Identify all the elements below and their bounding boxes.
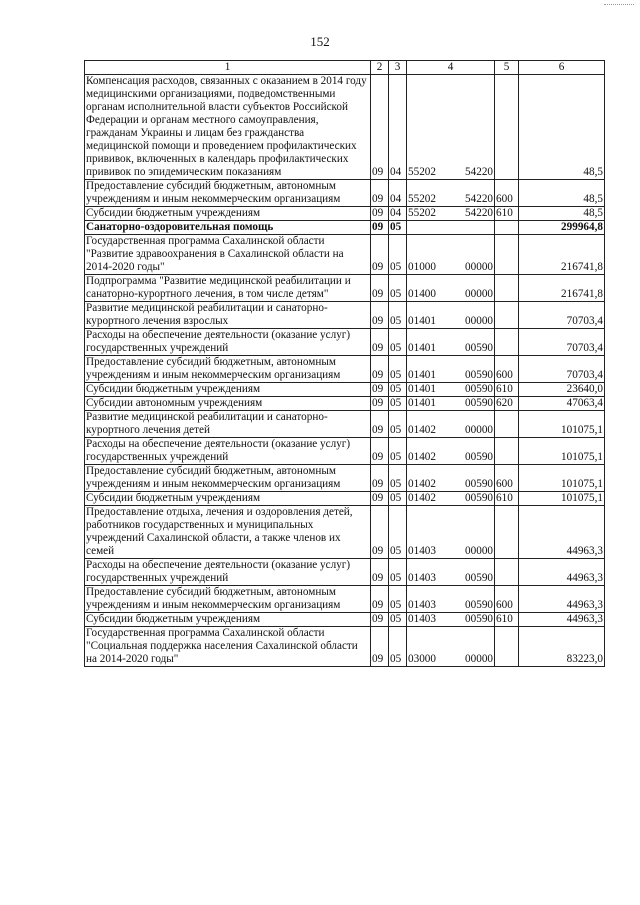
target-article-program: 01402 (408, 492, 436, 504)
target-article-code (407, 180, 495, 207)
budget-table (84, 60, 605, 667)
table-row (85, 302, 605, 329)
target-article-code (407, 411, 495, 438)
expense-type-code (495, 627, 519, 667)
target-article-direction: 00000 (465, 288, 493, 300)
expense-type-code: 600 (495, 465, 519, 492)
subsection-code: 05 (389, 383, 407, 397)
table-row (85, 180, 605, 207)
table-row (85, 627, 605, 667)
subsection-code: 05 (389, 492, 407, 506)
target-article-program: 01403 (408, 613, 436, 625)
target-article-direction: 00590 (465, 369, 493, 381)
expense-type-code: 610 (495, 492, 519, 506)
table-row (85, 506, 605, 559)
subsection-code: 05 (389, 356, 407, 383)
target-article-program: 01401 (408, 315, 436, 327)
section-code: 09 (371, 235, 389, 275)
header-cell: 3 (389, 61, 407, 75)
target-article-code (407, 221, 495, 235)
row-name: Предоставление субсидий бюджетным, автономным учреждениям и иным некоммерческим организациям (85, 356, 371, 383)
table-row (85, 329, 605, 356)
section-code: 09 (371, 465, 389, 492)
target-article-direction: 00590 (465, 478, 493, 490)
table-row (85, 465, 605, 492)
table-row (85, 221, 605, 235)
subsection-code: 05 (389, 438, 407, 465)
target-article-program: 01000 (408, 261, 436, 273)
target-article-code (407, 627, 495, 667)
amount: 44963,3 (519, 559, 605, 586)
table-row (85, 75, 605, 180)
target-article-program: 01400 (408, 288, 436, 300)
row-name: Расходы на обеспечение деятельности (оказание услуг) государственных учреждений (85, 438, 371, 465)
target-article-direction: 00590 (465, 613, 493, 625)
amount: 48,5 (519, 207, 605, 221)
expense-type-code: 600 (495, 356, 519, 383)
amount: 299964,8 (519, 221, 605, 235)
target-article-program: 01402 (408, 478, 436, 490)
row-name: Предоставление субсидий бюджетным, автономным учреждениям и иным некоммерческим организациям (85, 586, 371, 613)
expense-type-code (495, 302, 519, 329)
amount: 44963,3 (519, 506, 605, 559)
expense-type-code: 610 (495, 613, 519, 627)
expense-type-code (495, 559, 519, 586)
target-article-code (407, 235, 495, 275)
target-article-program: 55202 (408, 193, 436, 205)
target-article-direction: 00590 (465, 572, 493, 584)
amount: 70703,4 (519, 329, 605, 356)
section-code: 09 (371, 586, 389, 613)
row-name: Развитие медицинской реабилитации и санаторно-курортного лечения взрослых (85, 302, 371, 329)
target-article-code (407, 613, 495, 627)
section-code: 09 (371, 356, 389, 383)
target-article-program: 01401 (408, 383, 436, 395)
amount: 70703,4 (519, 356, 605, 383)
row-name: Компенсация расходов, связанных с оказанием в 2014 году медицинскими организациями, подведомственными органам исполнительной власти субъектов Российской Федерации и органам местного самоуправления, гражданам Украины и лицам без гражданства медицинской помощи и проведением профилактических прививок, включенных в календарь профилактических прививок по эпидемическим показаниям (85, 75, 371, 180)
header-cell: 4 (407, 61, 495, 75)
expense-type-code (495, 411, 519, 438)
target-article-program: 55202 (408, 207, 436, 219)
table-row (85, 411, 605, 438)
amount: 48,5 (519, 180, 605, 207)
expense-type-code: 610 (495, 383, 519, 397)
target-article-code (407, 586, 495, 613)
section-code: 09 (371, 492, 389, 506)
target-article-direction: 00000 (465, 424, 493, 436)
amount: 44963,3 (519, 613, 605, 627)
target-article-code (407, 506, 495, 559)
expense-type-code: 610 (495, 207, 519, 221)
target-article-direction: 00590 (465, 492, 493, 504)
target-article-direction: 00000 (465, 545, 493, 557)
amount: 48,5 (519, 75, 605, 180)
header-cell: 1 (85, 61, 371, 75)
row-name: Санаторно-оздоровительная помощь (85, 221, 371, 235)
amount: 101075,1 (519, 438, 605, 465)
target-article-code (407, 438, 495, 465)
expense-type-code: 620 (495, 397, 519, 411)
row-name: Предоставление отдыха, лечения и оздоровления детей, работников государственных и муниципальных учреждений Сахалинской области, а также членов их семей (85, 506, 371, 559)
target-article-program: 03000 (408, 653, 436, 665)
section-code: 09 (371, 383, 389, 397)
expense-type-code (495, 438, 519, 465)
row-name: Государственная программа Сахалинской области "Социальная поддержка населения Сахалинской области на 2014-2020 годы" (85, 627, 371, 667)
section-code: 09 (371, 438, 389, 465)
section-code: 09 (371, 275, 389, 302)
header-cell: 6 (519, 61, 605, 75)
table-row (85, 492, 605, 506)
target-article-direction: 00000 (465, 261, 493, 273)
target-article-program: 01401 (408, 342, 436, 354)
row-name: Развитие медицинской реабилитации и санаторно-курортного лечения детей (85, 411, 371, 438)
target-article-program: 01401 (408, 397, 436, 409)
row-name: Субсидии бюджетным учреждениям (85, 383, 371, 397)
amount: 216741,8 (519, 275, 605, 302)
amount: 44963,3 (519, 586, 605, 613)
target-article-code (407, 397, 495, 411)
header-cell: 5 (495, 61, 519, 75)
amount: 23640,0 (519, 383, 605, 397)
subsection-code: 04 (389, 207, 407, 221)
row-name: Субсидии бюджетным учреждениям (85, 207, 371, 221)
amount: 216741,8 (519, 235, 605, 275)
row-name: Предоставление субсидий бюджетным, автономным учреждениям и иным некоммерческим организациям (85, 465, 371, 492)
subsection-code: 05 (389, 329, 407, 356)
section-code: 09 (371, 221, 389, 235)
subsection-code: 05 (389, 627, 407, 667)
target-article-program: 01403 (408, 572, 436, 584)
target-article-code (407, 275, 495, 302)
target-article-code (407, 465, 495, 492)
subsection-code: 05 (389, 506, 407, 559)
section-code: 09 (371, 559, 389, 586)
expense-type-code (495, 329, 519, 356)
target-article-code (407, 329, 495, 356)
row-name: Субсидии автономным учреждениям (85, 397, 371, 411)
table-row (85, 438, 605, 465)
expense-type-code (495, 221, 519, 235)
target-article-code (407, 559, 495, 586)
row-name: Предоставление субсидий бюджетным, автономным учреждениям и иным некоммерческим организациям (85, 180, 371, 207)
subsection-code: 05 (389, 397, 407, 411)
target-article-code (407, 356, 495, 383)
table-row (85, 235, 605, 275)
target-article-direction: 00590 (465, 451, 493, 463)
row-name: Подпрограмма "Развитие медицинской реабилитации и санаторно-курортного лечения, в том числе детям" (85, 275, 371, 302)
corner-marks (604, 4, 634, 7)
section-code: 09 (371, 180, 389, 207)
target-article-code (407, 207, 495, 221)
target-article-direction: 54220 (465, 166, 493, 178)
subsection-code: 05 (389, 559, 407, 586)
expense-type-code (495, 235, 519, 275)
section-code: 09 (371, 207, 389, 221)
section-code: 09 (371, 627, 389, 667)
section-code: 09 (371, 613, 389, 627)
target-article-code (407, 383, 495, 397)
amount: 101075,1 (519, 411, 605, 438)
subsection-code: 05 (389, 586, 407, 613)
target-article-direction: 54220 (465, 193, 493, 205)
amount: 101075,1 (519, 465, 605, 492)
amount: 47063,4 (519, 397, 605, 411)
subsection-code: 05 (389, 411, 407, 438)
table-row (85, 275, 605, 302)
target-article-direction: 00000 (465, 315, 493, 327)
table-row (85, 397, 605, 411)
target-article-direction: 54220 (465, 207, 493, 219)
row-name: Субсидии бюджетным учреждениям (85, 492, 371, 506)
table-row (85, 613, 605, 627)
target-article-code (407, 75, 495, 180)
subsection-code: 05 (389, 275, 407, 302)
subsection-code: 05 (389, 221, 407, 235)
table-row (85, 559, 605, 586)
target-article-program: 01402 (408, 424, 436, 436)
section-code: 09 (371, 329, 389, 356)
subsection-code: 05 (389, 465, 407, 492)
target-article-program: 01401 (408, 369, 436, 381)
target-article-program: 01402 (408, 451, 436, 463)
row-name: Расходы на обеспечение деятельности (оказание услуг) государственных учреждений (85, 329, 371, 356)
expense-type-code (495, 275, 519, 302)
page-number: 152 (310, 34, 330, 49)
target-article-direction: 00590 (465, 342, 493, 354)
target-article-code (407, 492, 495, 506)
target-article-direction: 00590 (465, 599, 493, 611)
expense-type-code: 600 (495, 586, 519, 613)
header-cell: 2 (371, 61, 389, 75)
table-row (85, 383, 605, 397)
table-row (85, 207, 605, 221)
row-name: Расходы на обеспечение деятельности (оказание услуг) государственных учреждений (85, 559, 371, 586)
section-code: 09 (371, 397, 389, 411)
target-article-direction: 00000 (465, 653, 493, 665)
section-code: 09 (371, 302, 389, 329)
row-name: Государственная программа Сахалинской области "Развитие здравоохранения в Сахалинской области на 2014-2020 годы" (85, 235, 371, 275)
subsection-code: 05 (389, 235, 407, 275)
target-article-program: 01403 (408, 599, 436, 611)
target-article-program: 55202 (408, 166, 436, 178)
subsection-code: 04 (389, 75, 407, 180)
table-header-row (85, 61, 605, 75)
table-row (85, 586, 605, 613)
target-article-direction: 00590 (465, 397, 493, 409)
amount: 70703,4 (519, 302, 605, 329)
amount: 101075,1 (519, 492, 605, 506)
subsection-code: 05 (389, 613, 407, 627)
amount: 83223,0 (519, 627, 605, 667)
target-article-program: 01403 (408, 545, 436, 557)
section-code: 09 (371, 75, 389, 180)
target-article-code (407, 302, 495, 329)
row-name: Субсидии бюджетным учреждениям (85, 613, 371, 627)
subsection-code: 04 (389, 180, 407, 207)
expense-type-code: 600 (495, 180, 519, 207)
section-code: 09 (371, 506, 389, 559)
section-code: 09 (371, 411, 389, 438)
expense-type-code (495, 75, 519, 180)
target-article-direction: 00590 (465, 383, 493, 395)
expense-type-code (495, 506, 519, 559)
subsection-code: 05 (389, 302, 407, 329)
table-row (85, 356, 605, 383)
